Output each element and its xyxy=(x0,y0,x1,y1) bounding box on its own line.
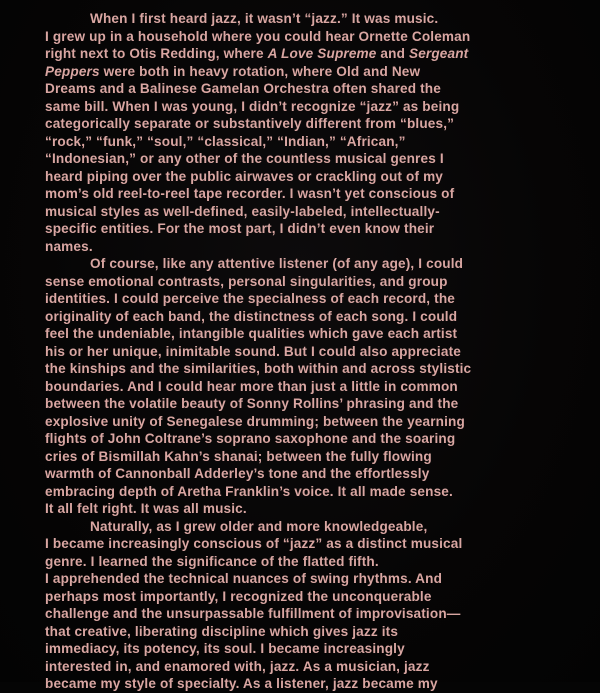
text-line xyxy=(45,10,595,28)
paragraph-1 xyxy=(45,10,595,255)
text-line xyxy=(45,623,595,641)
italic-title: Sergeant xyxy=(408,46,469,61)
text-run: sense emotional contrasts, personal singularities, and group xyxy=(45,273,448,289)
italic-title: A Love Supreme xyxy=(267,46,377,61)
liner-notes-text xyxy=(45,10,595,693)
text-run: When I first heard jazz, it wasn’t “jazz.” It was music. xyxy=(90,11,439,26)
text-run: genre. I learned the significance of the flatted fifth. xyxy=(45,553,379,569)
text-line xyxy=(45,640,595,658)
paragraph-3 xyxy=(45,518,595,693)
text-run: and xyxy=(376,46,409,61)
text-line xyxy=(45,430,595,448)
text-run: heard piping over the public airwaves or crackling out of my xyxy=(45,168,444,184)
text-run: his or her unique, inimitable sound. But I could also appreciate xyxy=(45,343,461,359)
text-line xyxy=(45,308,595,326)
text-line xyxy=(45,238,595,256)
text-line xyxy=(45,378,595,396)
text-line xyxy=(45,465,595,483)
text-line xyxy=(45,255,595,273)
text-line xyxy=(45,588,595,606)
text-line xyxy=(45,63,595,81)
text-run: Of course, like any attentive listener (of any age), I could xyxy=(90,256,464,271)
text-run: interested in, and enamored with, jazz. As a musician, jazz xyxy=(45,658,430,674)
text-run: names. xyxy=(45,238,93,254)
text-line xyxy=(45,115,595,133)
text-run: boundaries. And I could hear more than just a little in common xyxy=(45,378,458,394)
text-line xyxy=(45,28,595,46)
text-line xyxy=(45,518,595,536)
text-line xyxy=(45,80,595,98)
text-run: specific entities. For the most part, I didn’t even know their xyxy=(45,221,435,236)
text-run: flights of John Coltrane’s soprano saxophone and the soaring xyxy=(45,431,456,446)
text-run: I apprehended the technical nuances of swing rhythms. And xyxy=(45,571,443,586)
text-run: cries of Bismillah Kahn’s shanai; between the fully flowing xyxy=(45,448,432,464)
text-line xyxy=(45,500,595,518)
text-line xyxy=(45,395,595,413)
text-line xyxy=(45,675,595,693)
text-line xyxy=(45,45,595,63)
text-run: feel the undeniable, intangible qualities which gave each artist xyxy=(45,326,458,341)
paragraph-2 xyxy=(45,255,595,518)
text-line xyxy=(45,325,595,343)
text-run: categorically separate or substantively different from “blues,” xyxy=(45,116,455,131)
text-line xyxy=(45,448,595,466)
text-line xyxy=(45,553,595,571)
text-line xyxy=(45,185,595,203)
text-run: It all felt right. It was all music. xyxy=(45,501,247,516)
text-run: challenge and the unsurpassable fulfillment of improvisation— xyxy=(45,606,461,621)
text-run: that creative, liberating discipline which gives jazz its xyxy=(45,623,399,639)
text-run: mom’s old reel-to-reel tape recorder. I wasn’t yet conscious of xyxy=(45,186,455,201)
text-run: Naturally, as I grew older and more knowledgeable, xyxy=(90,518,428,534)
text-line xyxy=(45,605,595,623)
text-run: musical styles as well-defined, easily-labeled, intellectually- xyxy=(45,203,440,219)
text-run: immediacy, its potency, its soul. I became increasingly xyxy=(45,641,405,656)
text-run: explosive unity of Senegalese drumming; between the yearning xyxy=(45,413,465,429)
text-line xyxy=(45,290,595,308)
text-line xyxy=(45,658,595,676)
text-line xyxy=(45,343,595,361)
text-run: embracing depth of Aretha Franklin’s voice. It all made sense. xyxy=(45,483,453,499)
text-line xyxy=(45,273,595,291)
text-run: right next to Otis Redding, where xyxy=(45,46,268,61)
text-line xyxy=(45,98,595,116)
text-run: between the volatile beauty of Sonny Rollins’ phrasing and the xyxy=(45,396,459,411)
text-line xyxy=(45,168,595,186)
text-line xyxy=(45,535,595,553)
italic-title: Peppers xyxy=(45,63,100,79)
text-line xyxy=(45,483,595,501)
text-run: perhaps most importantly, I recognized the unconquerable xyxy=(45,588,432,604)
text-line xyxy=(45,220,595,238)
text-run: I became increasingly conscious of “jazz” as a distinct musical xyxy=(45,536,463,551)
text-run: the kinships and the similarities, both within and across stylistic xyxy=(45,361,472,376)
text-line xyxy=(45,413,595,431)
text-run: identities. I could perceive the specialness of each record, the xyxy=(45,291,455,306)
text-line xyxy=(45,203,595,221)
text-run: Dreams and a Balinese Gamelan Orchestra often shared the xyxy=(45,81,441,96)
text-line xyxy=(45,570,595,588)
text-run: same bill. When I was young, I didn’t recognize “jazz” as being xyxy=(45,98,460,114)
text-run: were both in heavy rotation, where Old and New xyxy=(99,63,421,79)
text-run: became my style of specialty. As a listener, jazz became my xyxy=(45,676,438,691)
text-run: warmth of Cannonball Adderley’s tone and the effortlessly xyxy=(45,466,430,481)
text-run: “Indonesian,” or any other of the countless musical genres I xyxy=(45,151,444,166)
text-run: originality of each band, the distinctness of each song. I could xyxy=(45,308,458,324)
text-run: I grew up in a household where you could hear Ornette Coleman xyxy=(45,28,471,44)
text-run: “rock,” “funk,” “soul,” “classical,” “Indian,” “African,” xyxy=(45,133,406,149)
text-line xyxy=(45,133,595,151)
text-line xyxy=(45,150,595,168)
text-line xyxy=(45,360,595,378)
